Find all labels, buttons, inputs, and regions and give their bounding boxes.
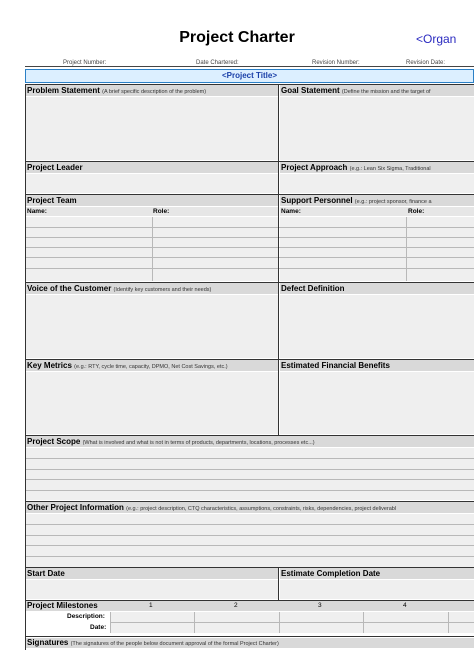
- team-row-line: [26, 227, 474, 228]
- support-role-col: Role:: [408, 208, 425, 215]
- support-personnel-header: [280, 195, 474, 206]
- milestone-date-label: Date:: [90, 624, 107, 631]
- support-name-col: Name:: [281, 208, 301, 215]
- project-scope-header: [26, 436, 474, 447]
- key-metrics-field[interactable]: [26, 372, 278, 434]
- project-team-header: [26, 195, 278, 206]
- defect-definition-header: [280, 283, 474, 294]
- other-info-line: [26, 545, 474, 546]
- financial-benefits-field[interactable]: [280, 372, 474, 434]
- goal-statement-field[interactable]: [280, 97, 474, 160]
- other-info-line: [26, 556, 474, 557]
- team-row-line: [26, 247, 474, 248]
- team-name-col: Name:: [27, 208, 47, 215]
- milestone-row-line: [110, 622, 474, 623]
- milestone-column-line: [279, 612, 280, 633]
- team-row-line: [26, 237, 474, 238]
- problem-statement-hint: (A brief specific description of the problem): [102, 89, 207, 95]
- project-number-label: Project Number:: [63, 60, 107, 66]
- column-divider: [278, 360, 279, 436]
- team-row-line: [26, 268, 474, 269]
- other-info-line: [26, 535, 474, 536]
- project-team-label: Project Team: [27, 196, 77, 205]
- project-title-field[interactable]: <Project Title>: [25, 69, 474, 83]
- other-info-hint: (e.g.: project description, CTQ characteristics, assumptions, constraints, risks, dependencies, project deliverabl: [126, 506, 397, 512]
- section-border: [25, 435, 474, 436]
- milestone-number: 1: [149, 602, 153, 609]
- voice-of-customer-hint: (Identify key customers and their needs): [113, 287, 212, 293]
- problem-statement-header: [26, 85, 278, 96]
- milestones-label: Project Milestones: [27, 601, 98, 610]
- completion-date-label: Estimate Completion Date: [281, 569, 381, 578]
- milestone-column-line: [363, 612, 364, 633]
- start-date-field[interactable]: [26, 580, 278, 599]
- meta-rule: [25, 66, 474, 67]
- support-personnel-hint: (e.g.: project sponsor, finance a: [354, 199, 432, 205]
- voice-of-customer-field[interactable]: [26, 295, 278, 358]
- defect-definition-field[interactable]: [280, 295, 474, 358]
- other-info-header: [26, 502, 474, 513]
- signatures-label: Signatures: [27, 638, 69, 647]
- team-columns: [26, 207, 278, 216]
- goal-statement-label: Goal Statement: [281, 86, 340, 95]
- project-approach-header: [280, 162, 474, 173]
- completion-date-header: [280, 568, 474, 579]
- date-chartered-label: Date Chartered:: [196, 60, 239, 66]
- defect-definition-label: Defect Definition: [281, 284, 345, 293]
- project-leader-field[interactable]: [26, 174, 278, 193]
- section-border: [25, 282, 474, 283]
- voice-of-customer-label: Voice of the Customer: [27, 284, 112, 293]
- revision-number-label: Revision Number:: [312, 60, 360, 66]
- completion-date-field[interactable]: [280, 580, 474, 599]
- other-info-line: [26, 524, 474, 525]
- project-scope-hint: (What is involved and what is not in terms of products, departments, locations, processes etc...): [82, 440, 315, 446]
- scope-line: [26, 490, 474, 491]
- support-personnel-label: Support Personnel: [281, 196, 353, 205]
- project-approach-label: Project Approach: [281, 163, 348, 172]
- team-row-line: [26, 257, 474, 258]
- document-title: Project Charter: [179, 29, 295, 46]
- scope-line: [26, 479, 474, 480]
- section-border: [25, 567, 474, 568]
- milestone-number: 4: [403, 602, 407, 609]
- milestone-column-line: [194, 612, 195, 633]
- section-border: [25, 501, 474, 502]
- section-border: [25, 600, 474, 601]
- section-border: [25, 636, 474, 637]
- signatures-hint: (The signatures of the people below document approval of the formal Project Charter): [70, 641, 279, 647]
- problem-statement-label: Problem Statement: [27, 86, 100, 95]
- key-metrics-hint: (e.g.: RTY, cycle time, capacity, DPMO, Net Cost Savings, etc.): [74, 364, 228, 370]
- milestone-column-line: [448, 612, 449, 633]
- section-border: [25, 84, 474, 85]
- project-scope-field[interactable]: [26, 448, 474, 500]
- column-divider: [278, 84, 279, 360]
- section-border: [25, 194, 474, 195]
- scope-line: [26, 469, 474, 470]
- revision-date-label: Revision Date:: [406, 60, 446, 66]
- milestone-number: 2: [234, 602, 238, 609]
- project-leader-header: [26, 162, 278, 173]
- financial-benefits-header: [280, 360, 474, 371]
- other-info-label: Other Project Information: [27, 503, 124, 512]
- section-border: [25, 161, 474, 162]
- organization-placeholder[interactable]: <Organ: [416, 32, 457, 46]
- section-border: [25, 359, 474, 360]
- project-leader-label: Project Leader: [27, 163, 83, 172]
- goal-statement-header: [280, 85, 474, 96]
- scope-line: [26, 458, 474, 459]
- other-info-field[interactable]: [26, 514, 474, 567]
- support-columns: [280, 207, 474, 216]
- problem-statement-field[interactable]: [26, 97, 278, 160]
- signatures-header: [26, 638, 474, 648]
- team-role-col: Role:: [153, 208, 170, 215]
- project-approach-field[interactable]: [280, 174, 474, 193]
- key-metrics-header: [26, 360, 278, 371]
- financial-benefits-label: Estimated Financial Benefits: [281, 361, 390, 370]
- milestone-description-label: Description:: [67, 613, 105, 620]
- milestone-number: 3: [318, 602, 322, 609]
- start-date-label: Start Date: [27, 569, 65, 578]
- start-date-header: [26, 568, 278, 579]
- column-divider: [278, 568, 279, 601]
- milestone-column-line: [110, 612, 111, 633]
- key-metrics-label: Key Metrics: [27, 361, 72, 370]
- project-approach-hint: (e.g.: Lean Six Sigma, Traditional: [349, 166, 431, 172]
- project-scope-label: Project Scope: [27, 437, 81, 446]
- goal-statement-hint: (Define the mission and the target of: [341, 89, 431, 95]
- voice-of-customer-header: [26, 283, 278, 294]
